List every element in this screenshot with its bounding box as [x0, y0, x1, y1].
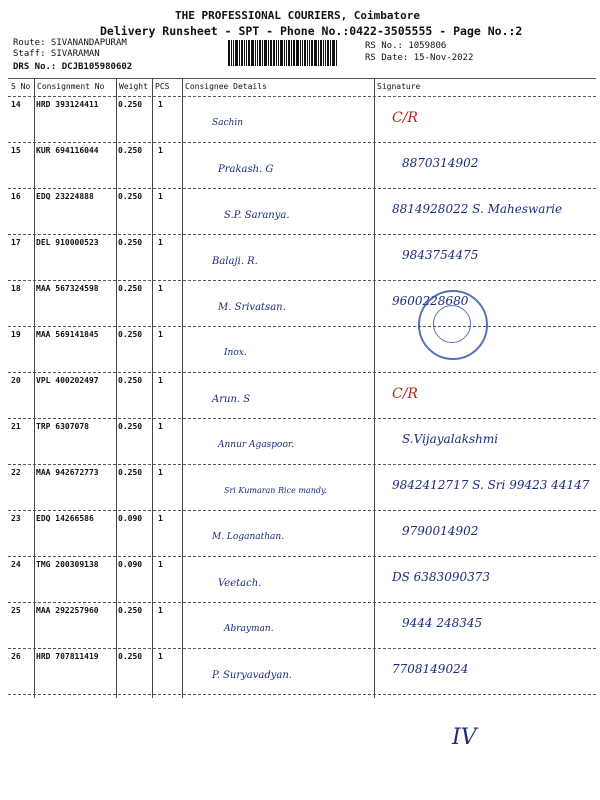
- consignment-number: EDQ 23224888: [36, 192, 94, 201]
- company-name: THE PROFESSIONAL COURIERS, Coimbatore: [175, 9, 421, 22]
- weight-value: 0.250: [118, 652, 143, 661]
- row-serial: 15: [11, 146, 21, 155]
- consignment-number: EDQ 14266586: [36, 514, 94, 523]
- weight-value: 0.250: [118, 422, 143, 431]
- pieces-count: 1: [158, 146, 163, 155]
- runsheet-table: [8, 78, 596, 698]
- column-header: PCS: [155, 82, 170, 91]
- row-serial: 20: [11, 376, 21, 385]
- signature-text: 8814928022 S. Maheswarie: [392, 202, 563, 216]
- column-divider: [34, 78, 35, 698]
- column-header: S No: [11, 82, 31, 91]
- pieces-count: 1: [158, 652, 163, 661]
- row-divider: [8, 556, 596, 557]
- row-divider: [8, 602, 596, 603]
- column-header: Consignment No: [37, 82, 105, 91]
- consignment-number: HRD 707811419: [36, 652, 99, 661]
- signature-text: 9843754475: [402, 248, 479, 262]
- consignee-name: Veetach.: [218, 578, 262, 589]
- signature-text: 7708149024: [392, 662, 469, 676]
- weight-value: 0.250: [118, 238, 143, 247]
- weight-value: 0.250: [118, 376, 143, 385]
- weight-value: 0.250: [118, 330, 143, 339]
- consignee-name: Inox.: [224, 348, 247, 358]
- consignment-number: MAA 942672773: [36, 468, 99, 477]
- table-top-rule: [8, 78, 596, 79]
- row-divider: [8, 188, 596, 189]
- column-divider: [182, 78, 183, 698]
- pieces-count: 1: [158, 376, 163, 385]
- consignment-number: DEL 910000523: [36, 238, 99, 247]
- row-divider: [8, 142, 596, 143]
- signature-text: S.Vijayalakshmi: [402, 432, 499, 446]
- pieces-count: 1: [158, 422, 163, 431]
- row-serial: 21: [11, 422, 21, 431]
- column-divider: [374, 78, 375, 698]
- consignment-number: KUR 694116044: [36, 146, 99, 155]
- signature-text: C/R: [392, 110, 418, 126]
- consignee-name: Annur Agaspoor.: [218, 440, 295, 450]
- weight-value: 0.250: [118, 192, 143, 201]
- staff-label: Staff: SIVARAMAN: [13, 49, 100, 59]
- row-serial: 18: [11, 284, 21, 293]
- weight-value: 0.250: [118, 146, 143, 155]
- signature-text: 8870314902: [402, 156, 479, 170]
- pieces-count: 1: [158, 100, 163, 109]
- row-divider: [8, 234, 596, 235]
- row-serial: 14: [11, 100, 21, 109]
- row-divider: [8, 464, 596, 465]
- weight-value: 0.090: [118, 560, 143, 569]
- weight-value: 0.250: [118, 100, 143, 109]
- weight-value: 0.250: [118, 606, 143, 615]
- pieces-count: 1: [158, 192, 163, 201]
- row-serial: 19: [11, 330, 21, 339]
- consignee-name: Balaji. R.: [212, 256, 258, 267]
- consignment-number: HRD 393124411: [36, 100, 99, 109]
- row-divider: [8, 418, 596, 419]
- rs-number: RS No.: 1059806: [365, 41, 447, 51]
- consignee-name: Sri Kumaran Rice mandy.: [224, 486, 327, 495]
- weight-value: 0.250: [118, 468, 143, 477]
- weight-value: 0.090: [118, 514, 143, 523]
- row-serial: 22: [11, 468, 21, 477]
- consignment-number: TRP 6307078: [36, 422, 89, 431]
- column-header: Signature: [377, 82, 421, 91]
- weight-value: 0.250: [118, 284, 143, 293]
- row-serial: 24: [11, 560, 21, 569]
- column-header: Weight: [119, 82, 148, 91]
- signature-text: C/R: [392, 386, 418, 402]
- row-serial: 17: [11, 238, 21, 247]
- signature-text: 9444 248345: [402, 616, 483, 630]
- consignee-name: M. Loganathan.: [212, 532, 285, 542]
- rs-date: RS Date: 15-Nov-2022: [365, 53, 474, 63]
- consignee-name: Sachin: [212, 118, 244, 128]
- barcode: [228, 40, 358, 66]
- row-divider: [8, 372, 596, 373]
- consignment-number: MAA 567324598: [36, 284, 99, 293]
- runsheet-title: Delivery Runsheet - SPT - Phone No.:0422-3505555 - Page No.:2: [100, 24, 523, 38]
- consignee-name: Prakash. G: [218, 164, 274, 175]
- row-divider: [8, 648, 596, 649]
- column-divider: [152, 78, 153, 698]
- row-serial: 16: [11, 192, 21, 201]
- row-serial: 25: [11, 606, 21, 615]
- row-serial: 26: [11, 652, 21, 661]
- route-label: Route: SIVANANDAPURAM: [13, 38, 127, 48]
- row-divider: [8, 510, 596, 511]
- consignee-name: Arun. S: [212, 394, 251, 405]
- pieces-count: 1: [158, 238, 163, 247]
- column-divider: [116, 78, 117, 698]
- signature-text: 9842412717 S. Sri 99423 44147: [392, 478, 590, 492]
- consignee-name: P. Suryavadyan.: [212, 670, 292, 681]
- row-serial: 23: [11, 514, 21, 523]
- page-mark: IV: [452, 725, 477, 750]
- pieces-count: 1: [158, 514, 163, 523]
- pieces-count: 1: [158, 468, 163, 477]
- pieces-count: 1: [158, 606, 163, 615]
- drs-number: DRS No.: DCJB105980602: [13, 62, 133, 72]
- row-divider: [8, 694, 596, 695]
- column-header: Consignee Details: [185, 82, 267, 91]
- header-rule: [8, 96, 596, 97]
- consignment-number: TMG 200309138: [36, 560, 99, 569]
- pieces-count: 1: [158, 284, 163, 293]
- delivery-stamp: [418, 290, 488, 360]
- consignment-number: VPL 400202497: [36, 376, 99, 385]
- consignment-number: MAA 569141845: [36, 330, 99, 339]
- consignee-name: Abrayman.: [224, 624, 274, 634]
- signature-text: 9600228680: [392, 294, 469, 308]
- row-divider: [8, 326, 596, 327]
- pieces-count: 1: [158, 330, 163, 339]
- consignee-name: S.P. Saranya.: [224, 210, 290, 221]
- signature-text: 9790014902: [402, 524, 479, 538]
- row-divider: [8, 280, 596, 281]
- signature-text: DS 6383090373: [392, 570, 491, 584]
- consignment-number: MAA 292257960: [36, 606, 99, 615]
- consignee-name: M. Srivatsan.: [218, 302, 286, 313]
- pieces-count: 1: [158, 560, 163, 569]
